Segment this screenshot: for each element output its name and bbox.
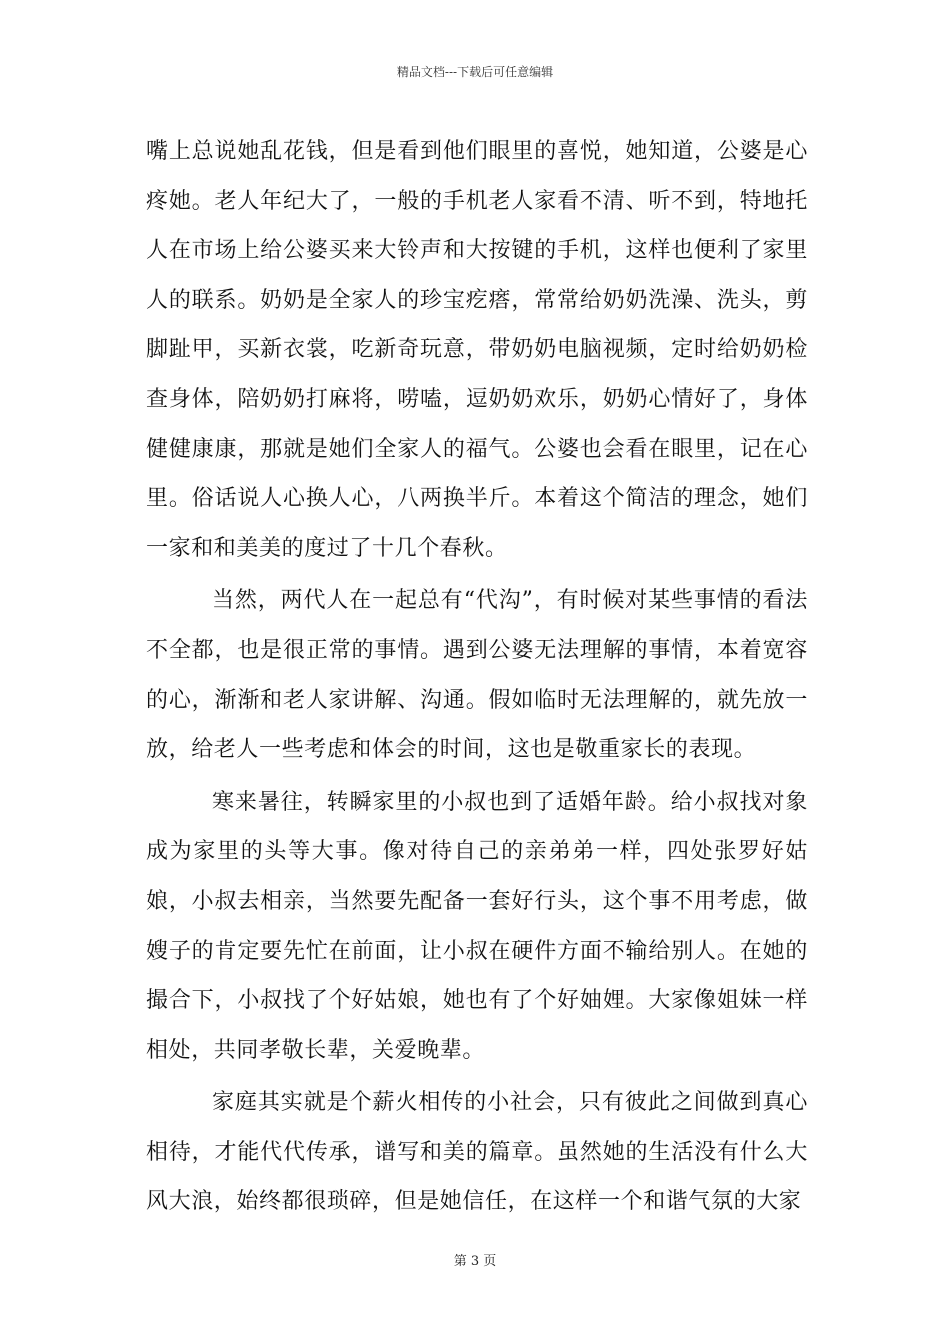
paragraph: 寒来暑往，转瞬家里的小叔也到了适婚年龄。给小叔找对象成为家里的头等大事。像对待自己的亲弟弟一样，四处张罗好姑娘，小叔去相亲，当然要先配备一套好行头，这个事不用考虑，做嫂子的肯定要先忙在前面，让小叔在硬件方面不输给别人。在她的撮合下，小叔找了个好姑娘，她也有了个好妯娌。大家像姐妹一样相处，共同孝敬长辈，关爱晚辈。: [146, 789, 808, 1063]
page-header: 精品文档---下载后可任意编辑: [396, 65, 554, 79]
paragraph: 家庭其实就是个薪火相传的小社会，只有彼此之间做到真心相待，才能代代传承，谱写和美的篇章。虽然她的生活没有什么大风大浪，始终都很琐碎，但是她信任，在这样一个和谐气氛的大家: [146, 1090, 808, 1215]
paragraph-continued: 嘴上总说她乱花钱，但是看到他们眼里的喜悦，她知道，公婆是心疼她。老人年纪大了，一般的手机老人家看不清、听不到，特地托人在市场上给公婆买来大铃声和大按键的手机，这样也便利了家里人的联系。奶奶是全家人的珍宝疙瘩，常常给奶奶洗澡、洗头，剪脚趾甲，买新衣裳，吃新奇玩意，带奶奶电脑视频，定时给奶奶检查身体，陪奶奶打麻将，唠嗑，逗奶奶欢乐，奶奶心情好了，身体健健康康，那就是她们全家人的福气。公婆也会看在眼里，记在心里。俗话说人心换人心，八两换半斤。本着这个简洁的理念，她们一家和和美美的度过了十几个春秋。: [146, 139, 808, 561]
page-number: 第 3 页: [453, 1254, 497, 1269]
document-body: [146, 127, 808, 1227]
paragraph: 当然，两代人在一起总有“代沟”，有时候对某些事情的看法不全都，也是很正常的事情。遇到公婆无法理解的事情，本着宽容的心，渐渐和老人家讲解、沟通。假如临时无法理解的，就先放一放，给老人一些考虑和体会的时间，这也是敬重家长的表现。: [146, 588, 808, 763]
